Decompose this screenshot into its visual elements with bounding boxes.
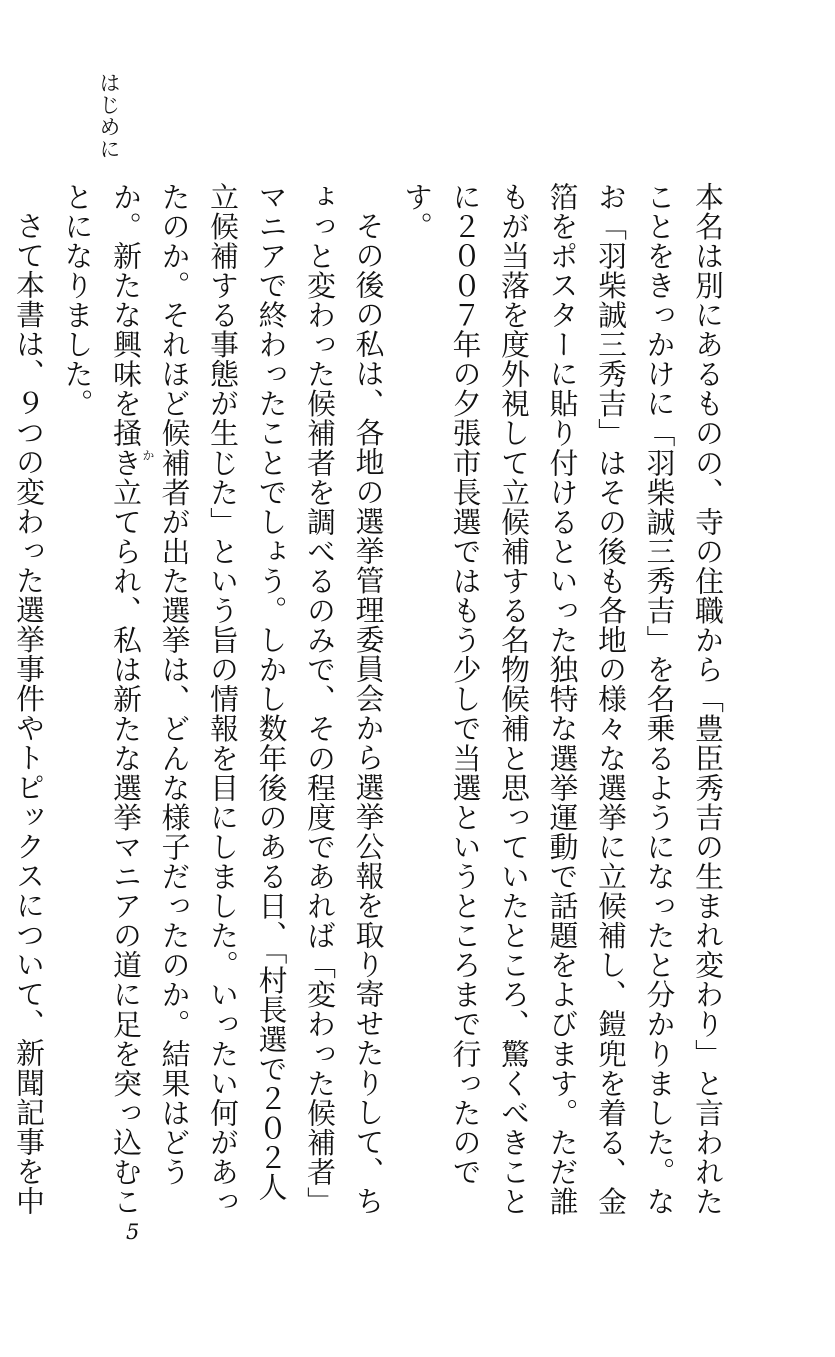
paragraph-2 [53, 182, 393, 1224]
running-head-title: はじめに [97, 72, 121, 160]
paragraph-1: 本名は別にあるものの、寺の住職から「豊臣秀吉の生まれ変わり」と言われたことをきっかけに「羽柴誠三秀吉」を名乗るようになったと分かりました。なお「羽柴誠三秀吉」はその後も各地の様々な選挙に立候補し、鎧兜を着る、金箔をポスターに貼り付けるといった独特な選挙運動で話題をよびます。ただ誰もが当落を度外視して立候補する名物候補と思っていたところ、驚くべきことに２００７年の夕張市長選ではもう少しで当選というところまで行ったのです。 [400, 182, 725, 1217]
page-number: 5 [126, 1220, 140, 1244]
ruby-base: 掻 [109, 418, 143, 448]
paragraph-2-text-after: き立てられ、私は新たな選挙マニアの道に足を突っ込むことになりました。 [60, 182, 143, 1217]
ruby-reading: か [141, 449, 155, 462]
body-text [12, 182, 732, 1224]
paragraph-3: さて本書は、９つの変わった選挙事件やトピックスについて、新聞記事を中 [12, 210, 46, 1216]
ruby-kaku [109, 418, 155, 462]
paragraph-2-text-before: その後の私は、各地の選挙管理委員会から選挙公報を取り寄せたりして、ちょっと変わった候補者を調べるのみで、その程度であれば「変わった候補者」マニアで終わったことでしょう。しかし数年後のある日、「村長選で２０２人立候補する事態が生じた」という旨の情報を目にしました。いったい何があったのか。それほど候補者が出た選挙は、どんな様子だったのか。結果はどうか。新たな興味を [109, 182, 386, 1217]
